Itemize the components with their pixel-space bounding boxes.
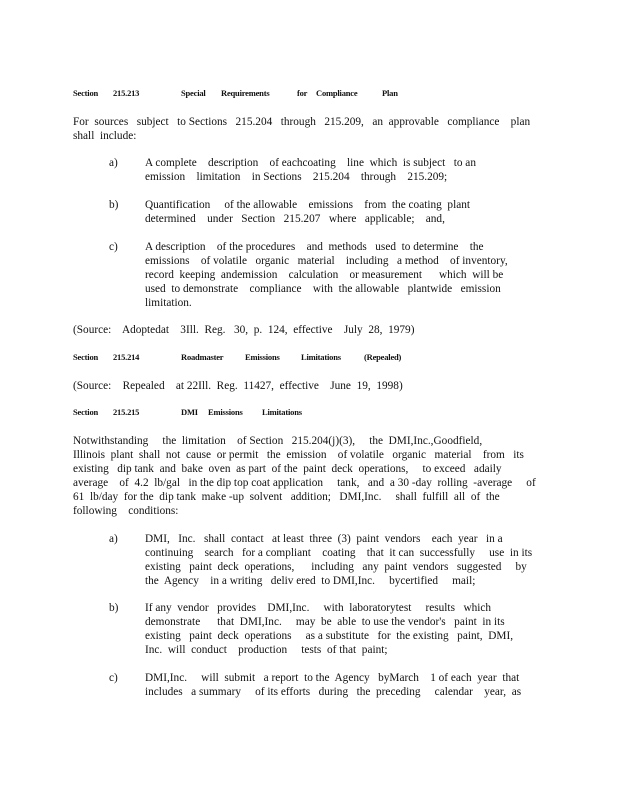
paragraph-line: following conditions: (73, 505, 179, 517)
source-note: (Source: Adoptedat 3Ill. Reg. 30, p. 124, effective July 28, 1979) (73, 324, 415, 336)
section-label: Section (73, 352, 99, 362)
paragraph-line: existing dip tank and bake oven as part of the paint deck operations, to exceed adaily (73, 463, 502, 475)
paragraph-line: 61 lb/day for the dip tank make -up solvent addition; DMI,Inc. shall fulfill all of the (73, 491, 500, 503)
section-title-word: Roadmaster (181, 352, 224, 362)
paragraph-line: For sources subject to Sections 215.204 through 215.209, an approvable compliance plan (73, 116, 531, 128)
list-item-label: c) (109, 672, 118, 684)
list-item-line: existing paint deck operations, including any paint vendors suggested by (145, 561, 527, 573)
list-item-line: record keeping andemission calculation or measurement which will be (145, 269, 504, 281)
list-item-label: a) (109, 157, 118, 169)
list-item-line: A description of the procedures and methods used to determine the (145, 241, 484, 253)
section-heading-215-215 (0, 407, 618, 419)
list-item-line: DMI,Inc. will submit a report to the Agency byMarch 1 of each year that (145, 672, 520, 684)
list-item-line: determined under Section 215.207 where applicable; and, (145, 213, 445, 225)
section-heading-215-213 (0, 88, 618, 100)
list-item-label: c) (109, 241, 118, 253)
list-item-line: limitation. (145, 297, 192, 309)
list-item-line: existing paint deck operations as a substitute for the existing paint, DMI, (145, 630, 514, 642)
list-item-line: DMI, Inc. shall contact at least three (3) paint vendors each year in a (145, 533, 503, 545)
section-number: 215.214 (113, 352, 140, 362)
section-title-word: Special (181, 88, 206, 98)
section-title-word: Requirements (221, 88, 270, 98)
list-item-line: A complete description of eachcoating line which is subject to an (145, 157, 476, 169)
list-item-label: b) (109, 199, 119, 211)
section-label: Section (73, 407, 99, 417)
section-title-word: DMI (181, 407, 198, 417)
section-title-word: (Repealed) (364, 352, 402, 362)
section-heading-215-214 (0, 352, 618, 364)
list-item-line: continuing search for a compliant coating that it can successfully use in its (145, 547, 533, 559)
section-label: Section (73, 88, 99, 98)
section-title-word: Plan (382, 88, 398, 98)
source-note: (Source: Repealed at 22Ill. Reg. 11427, effective June 19, 1998) (73, 380, 403, 392)
list-item-line: the Agency in a writing deliv ered to DMI,Inc. bycertified mail; (145, 575, 476, 587)
section-title-word: Compliance (316, 88, 358, 98)
list-item-line: used to demonstrate compliance with the allowable plantwide emission (145, 283, 501, 295)
list-item-line: Quantification of the allowable emissions from the coating plant (145, 199, 471, 211)
paragraph-line: average of 4.2 lb/gal in the dip top coat application tank, and a 30 -day rolling -average of (73, 477, 536, 489)
list-item-line: If any vendor provides DMI,Inc. with laboratorytest results which (145, 602, 492, 614)
list-item-line: emission limitation in Sections 215.204 through 215.209; (145, 171, 448, 183)
list-item-label: a) (109, 533, 118, 545)
list-item-line: includes a summary of its efforts during the preceding calendar year, as (145, 686, 522, 698)
paragraph-line: Notwithstanding the limitation of Section 215.204(j)(3), the DMI,Inc.,Goodfield, (73, 435, 483, 447)
list-item-line: demonstrate that DMI,Inc. may be able to use the vendor's paint in its (145, 616, 505, 628)
paragraph-line: Illinois plant shall not cause or permit the emission of volatile organic material from its (73, 449, 524, 461)
section-title-word: Limitations (301, 352, 341, 362)
list-item-line: Inc. will conduct production tests of that paint; (145, 644, 388, 656)
section-number: 215.213 (113, 88, 140, 98)
paragraph-line: shall include: (73, 130, 137, 142)
section-title-word: Emissions (208, 407, 243, 417)
section-title-word: Emissions (245, 352, 280, 362)
section-number: 215.215 (113, 407, 140, 417)
section-title-word: for (297, 88, 308, 98)
section-title-word: Limitations (262, 407, 302, 417)
list-item-line: emissions of volatile organic material including a method of inventory, (145, 255, 508, 267)
list-item-label: b) (109, 602, 119, 614)
